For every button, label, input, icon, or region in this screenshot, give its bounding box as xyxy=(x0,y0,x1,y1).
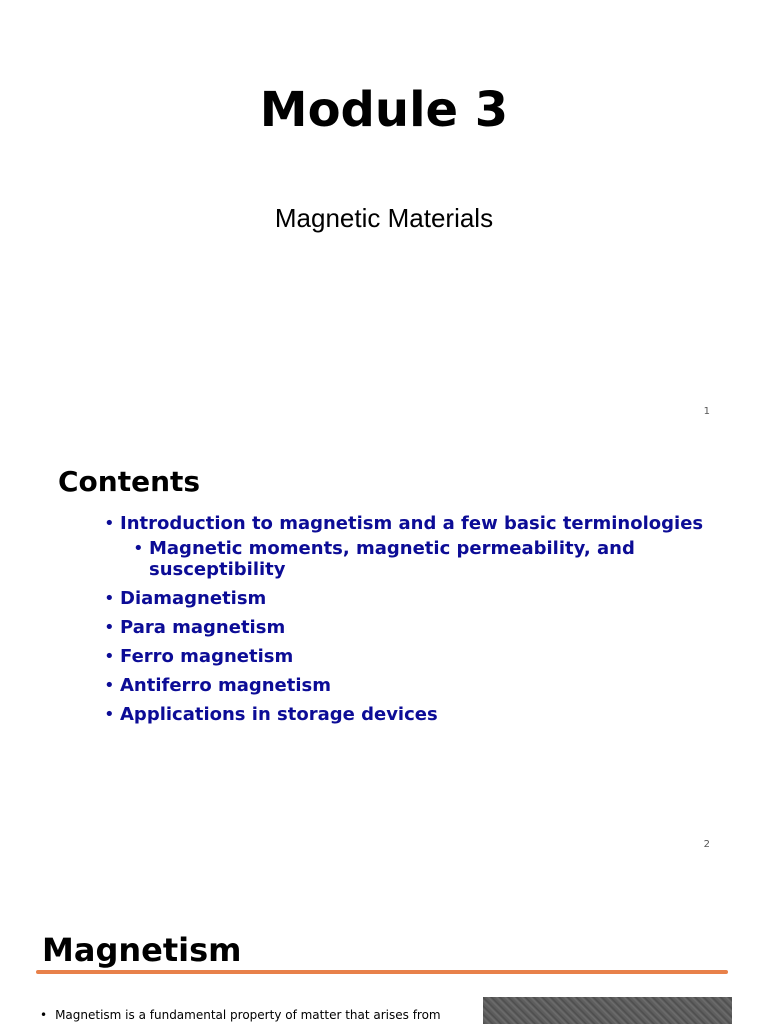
list-item: • Para magnetism xyxy=(104,617,704,638)
page-number: 2 xyxy=(703,839,710,850)
list-item: • Magnetic moments, magnetic permeability, and susceptibility xyxy=(133,538,704,580)
slide-title: Module 3 xyxy=(259,82,509,138)
page-number: 1 xyxy=(703,406,710,417)
list-item: • Diamagnetism xyxy=(104,588,704,609)
contents-heading: Contents xyxy=(58,465,201,498)
bullet-text: Magnetism is a fundamental property of matter that arises from xyxy=(55,1008,441,1022)
contents-list xyxy=(104,513,704,733)
bullet-dot-icon: • xyxy=(40,1008,48,1022)
slide-magnetism xyxy=(0,866,768,1024)
slide-subtitle: Magnetic Materials xyxy=(274,203,494,233)
list-item: • Antiferro magnetism xyxy=(104,675,704,696)
accent-underline xyxy=(36,970,728,974)
bullet-item xyxy=(40,1008,441,1022)
slide-title-module-3 xyxy=(0,0,768,433)
magnetism-heading: Magnetism xyxy=(42,931,242,969)
list-item: • Applications in storage devices xyxy=(104,704,704,725)
list-item: • Introduction to magnetism and a few basic terminologies xyxy=(104,513,704,534)
list-item: • Ferro magnetism xyxy=(104,646,704,667)
slide-contents xyxy=(0,433,768,866)
magnet-photo xyxy=(483,997,732,1024)
